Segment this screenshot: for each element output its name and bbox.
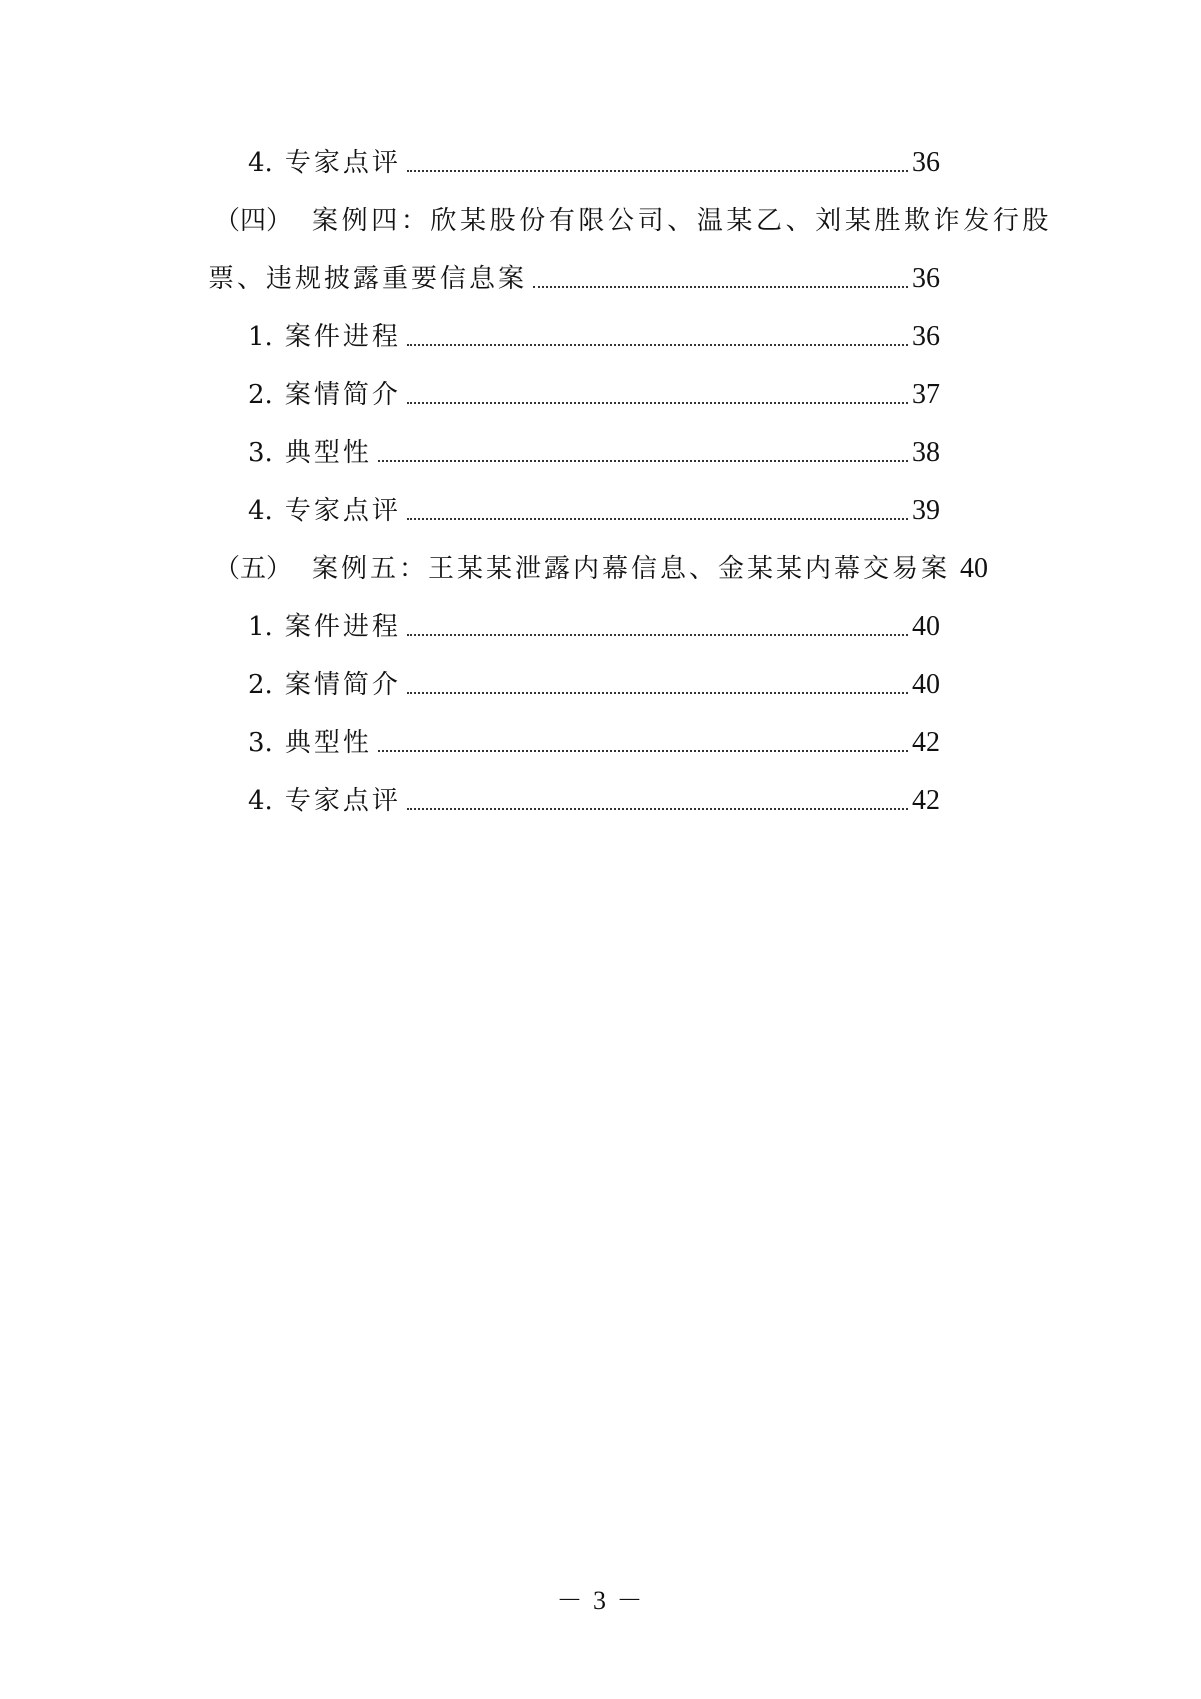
toc-leader-dots bbox=[407, 402, 908, 404]
toc-entry-heading-continuation[interactable] bbox=[208, 262, 940, 296]
toc-entry-page: 37 bbox=[912, 379, 940, 410]
toc-entry-page: 42 bbox=[912, 727, 940, 758]
toc-entry[interactable] bbox=[248, 726, 940, 760]
toc-leader-dots bbox=[533, 286, 908, 288]
toc-entry-title-line2: 票、违规披露重要信息案 bbox=[208, 264, 528, 294]
toc-entry[interactable] bbox=[248, 146, 940, 180]
toc-entry-page: 36 bbox=[912, 147, 940, 178]
toc-entry-number: 1. bbox=[248, 322, 273, 352]
toc-leader-dots bbox=[407, 692, 908, 694]
toc-entry-number: 4. bbox=[248, 786, 273, 816]
toc-entry-heading[interactable] bbox=[214, 204, 1052, 238]
toc-entry-number: 3. bbox=[248, 438, 273, 468]
toc-entry-title: 案情简介 bbox=[284, 670, 401, 700]
toc-entry-number: 3. bbox=[248, 728, 273, 758]
page-number-footer: － 3 － bbox=[556, 1586, 645, 1615]
toc-entry-number: 2. bbox=[248, 380, 273, 410]
toc-entry-page: 38 bbox=[912, 437, 940, 468]
toc-entry[interactable] bbox=[248, 378, 940, 412]
toc-entry[interactable] bbox=[248, 668, 940, 702]
toc-entry-title: 专家点评 bbox=[284, 786, 401, 816]
toc-entry-title: 案例五：王某某泄露内幕信息、金某某内幕交易案 bbox=[312, 554, 951, 584]
toc-entry[interactable] bbox=[248, 610, 940, 644]
toc-entry-number: 1. bbox=[248, 612, 273, 642]
toc-leader-dots bbox=[407, 170, 908, 172]
toc-entry-page: 36 bbox=[912, 321, 940, 352]
toc-entry-title-line1: 案例四：欣某股份有限公司、温某乙、刘某胜欺诈发行股 bbox=[312, 206, 1053, 236]
toc-entry-number: 4. bbox=[248, 148, 273, 178]
toc-entry-page: 40 bbox=[912, 669, 940, 700]
toc-entry-title: 案情简介 bbox=[284, 380, 401, 410]
toc-entry-page: 40 bbox=[960, 553, 989, 584]
toc-leader-dots bbox=[407, 634, 908, 636]
toc-leader-dots bbox=[407, 344, 908, 346]
toc-entry[interactable] bbox=[248, 320, 940, 354]
toc-entry[interactable] bbox=[248, 784, 940, 818]
toc-leader-dots bbox=[407, 808, 908, 810]
toc-entry[interactable] bbox=[248, 436, 940, 470]
toc-entry-heading[interactable] bbox=[214, 552, 989, 586]
toc-entry-number: 2. bbox=[248, 670, 273, 700]
toc-entry-title: 专家点评 bbox=[284, 148, 401, 178]
toc-entry-section-marker: （四） bbox=[214, 206, 293, 236]
toc-entry-section-marker: （五） bbox=[214, 554, 293, 584]
toc-entry[interactable] bbox=[248, 494, 940, 528]
toc-entry-page: 36 bbox=[912, 263, 940, 294]
toc-entry-number: 4. bbox=[248, 496, 273, 526]
toc-entry-title: 案件进程 bbox=[284, 612, 401, 642]
toc-entry-title: 典型性 bbox=[284, 438, 372, 468]
toc-entry-page: 40 bbox=[912, 611, 940, 642]
toc-leader-dots bbox=[407, 518, 908, 520]
toc-entry-title: 专家点评 bbox=[284, 496, 401, 526]
toc-entry-title: 典型性 bbox=[284, 728, 372, 758]
toc-entry-page: 39 bbox=[912, 495, 940, 526]
toc-entry-title: 案件进程 bbox=[284, 322, 401, 352]
toc-entry-page: 42 bbox=[912, 785, 940, 816]
toc-leader-dots bbox=[378, 460, 908, 462]
toc-leader-dots bbox=[378, 750, 908, 752]
